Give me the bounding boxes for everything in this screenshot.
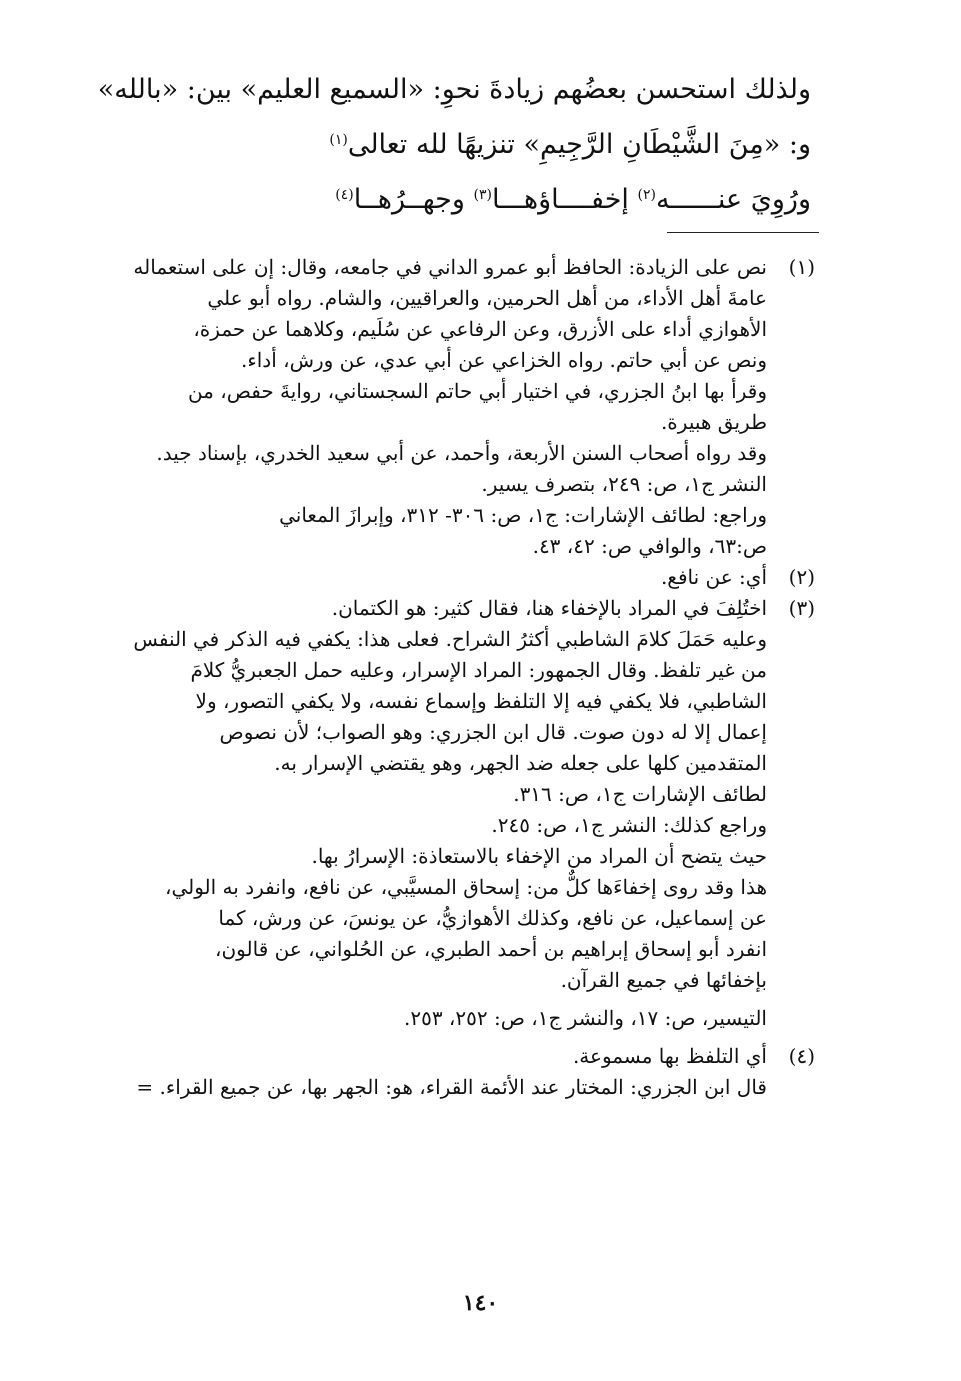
footnote-body (98, 593, 767, 1034)
footnote-line: لطائف الإشارات ج١، ص: ٣١٦. (513, 782, 767, 806)
footnote-2 (98, 562, 815, 593)
footnote-line: عامةَ أهل الأداء، من أهل الحرمين، والعراقيين، والشام. رواه أبو علي (207, 286, 767, 310)
footnote-line: ص:٦٣، والوافي ص: ٤٢، ٤٣. (532, 534, 767, 558)
footnote-line: ونص عن أبي حاتم. رواه الخزاعي عن أبي عدي، عن ورش، أداء. (240, 348, 767, 372)
footnote-ref: (١) (329, 132, 348, 148)
main-text-segment: وجهــرُهــا (353, 184, 474, 215)
footnote-ref: (٢) (637, 187, 656, 203)
footnote-line: قال ابن الجزري: المختار عند الأئمة القراء، هو: الجهر بها، عن جميع القراء. = (136, 1075, 767, 1099)
footnotes (98, 252, 815, 1103)
footnote-line: انفرد أبو إسحاق إبراهيم بن أحمد الطبري، عن الحُلواني، عن قالون، (215, 937, 767, 961)
footnote-line: هذا وقد روى إخفاءَها كلٌّ من: إسحاق المسيَّبي، عن نافع، وانفرد به الولي، (165, 875, 767, 899)
footnote-line: التيسير، ص: ١٧، والنشر ج١، ص: ٢٥٢، ٢٥٣. (403, 1006, 767, 1030)
footnote-ref: (٣) (473, 187, 492, 203)
footnote-line: وعليه حَمَلَ كلامَ الشاطبي أكثرُ الشراح. فعلى هذا: يكفي فيه الذكر في النفس (133, 627, 767, 651)
footnote-line: الأهوازي أداء على الأزرق، وعن الرفاعي عن سُلَيم، وكلاهما عن حمزة، (193, 317, 767, 341)
footnote-line: المتقدمين كلها على جعله ضد الجهر، وهو يقتضي الإسرار به. (274, 751, 767, 775)
footnote-line: طريق هبيرة. (660, 410, 767, 434)
footnote-line: اختُلِفَ في المراد بالإخفاء هنا، فقال كثير: هو الكتمان. (331, 596, 767, 620)
footnote-line: الشاطبي، فلا يكفي فيه إلا التلفظ وإسماع نفسه، ولا يكفي التصور، ولا (195, 689, 767, 713)
footnote-line: من غير تلفظ. وقال الجمهور: المراد الإسرار، وعليه حمل الجعبريُّ كلامَ (190, 658, 767, 682)
footnote-ref: (٤) (335, 187, 354, 203)
footnote-body (98, 1041, 767, 1103)
footnote-number: (٤) (788, 1044, 815, 1068)
footnote-3 (98, 593, 815, 1034)
footnote-line: وراجع كذلك: النشر ج١، ص: ٢٤٥. (491, 813, 767, 837)
footnote-4 (98, 1041, 815, 1103)
footnote-line: وقد رواه أصحاب السنن الأربعة، وأحمد، عن أبي سعيد الخدري، بإسناد جيد. (156, 441, 767, 465)
main-text-line: ولذلك استحسن بعضُهم زيادةَ نحوِ: «السميع العليم» بين: «بالله» (97, 74, 811, 105)
footnote-body (98, 562, 767, 593)
main-text (97, 62, 811, 227)
footnote-line: نص على الزيادة: الحافظ أبو عمرو الداني في جامعه، وقال: إن على استعماله (133, 255, 767, 279)
footnote-line: إعمال إلا له دون صوت. قال ابن الجزري: وهو الصواب؛ لأن نصوص (219, 720, 767, 744)
main-text-line (100, 172, 811, 227)
footnote-body (98, 252, 767, 562)
footnote-separator (667, 232, 819, 233)
footnote-number: (٢) (788, 565, 815, 589)
footnote-line: أي التلفظ بها مسموعة. (572, 1044, 767, 1068)
main-text-segment: ورُوِيَ عنــــــه (655, 184, 811, 215)
footnote-line: بإخفائها في جميع القرآن. (560, 968, 767, 992)
footnote-line: وراجع: لطائف الإشارات: ج١، ص: ٣٠٦- ٣١٢، وإبرازَ المعاني (279, 503, 767, 527)
footnote-number: (١) (788, 255, 815, 279)
footnote-line: أي: عن نافع. (660, 565, 767, 589)
footnote-line: عن إسماعيل، عن نافع، وكذلك الأهوازيُّ، عن يونسَ، عن ورش، كما (218, 906, 767, 930)
footnote-line: وقرأ بها ابنُ الجزري، في اختيار أبي حاتم السجستاني، روايةَ حفص، من (187, 379, 767, 403)
main-text-segment: إخفــــاؤهـــا (491, 184, 638, 215)
footnote-line: حيث يتضح أن المراد من الإخفاء بالاستعاذة: الإسرارُ بها. (311, 844, 767, 868)
footnote-number: (٣) (788, 596, 815, 620)
main-text-line (100, 117, 811, 172)
main-text-segment: و: «مِنَ الشَّيْطَانِ الرَّجِيمِ» تنزيهًا لله تعالى (347, 129, 811, 160)
footnote-line: النشر ج١، ص: ٢٤٩، بتصرف يسير. (481, 472, 767, 496)
page-number: ١٤٠ (462, 1290, 499, 1316)
footnote-1 (98, 252, 815, 562)
